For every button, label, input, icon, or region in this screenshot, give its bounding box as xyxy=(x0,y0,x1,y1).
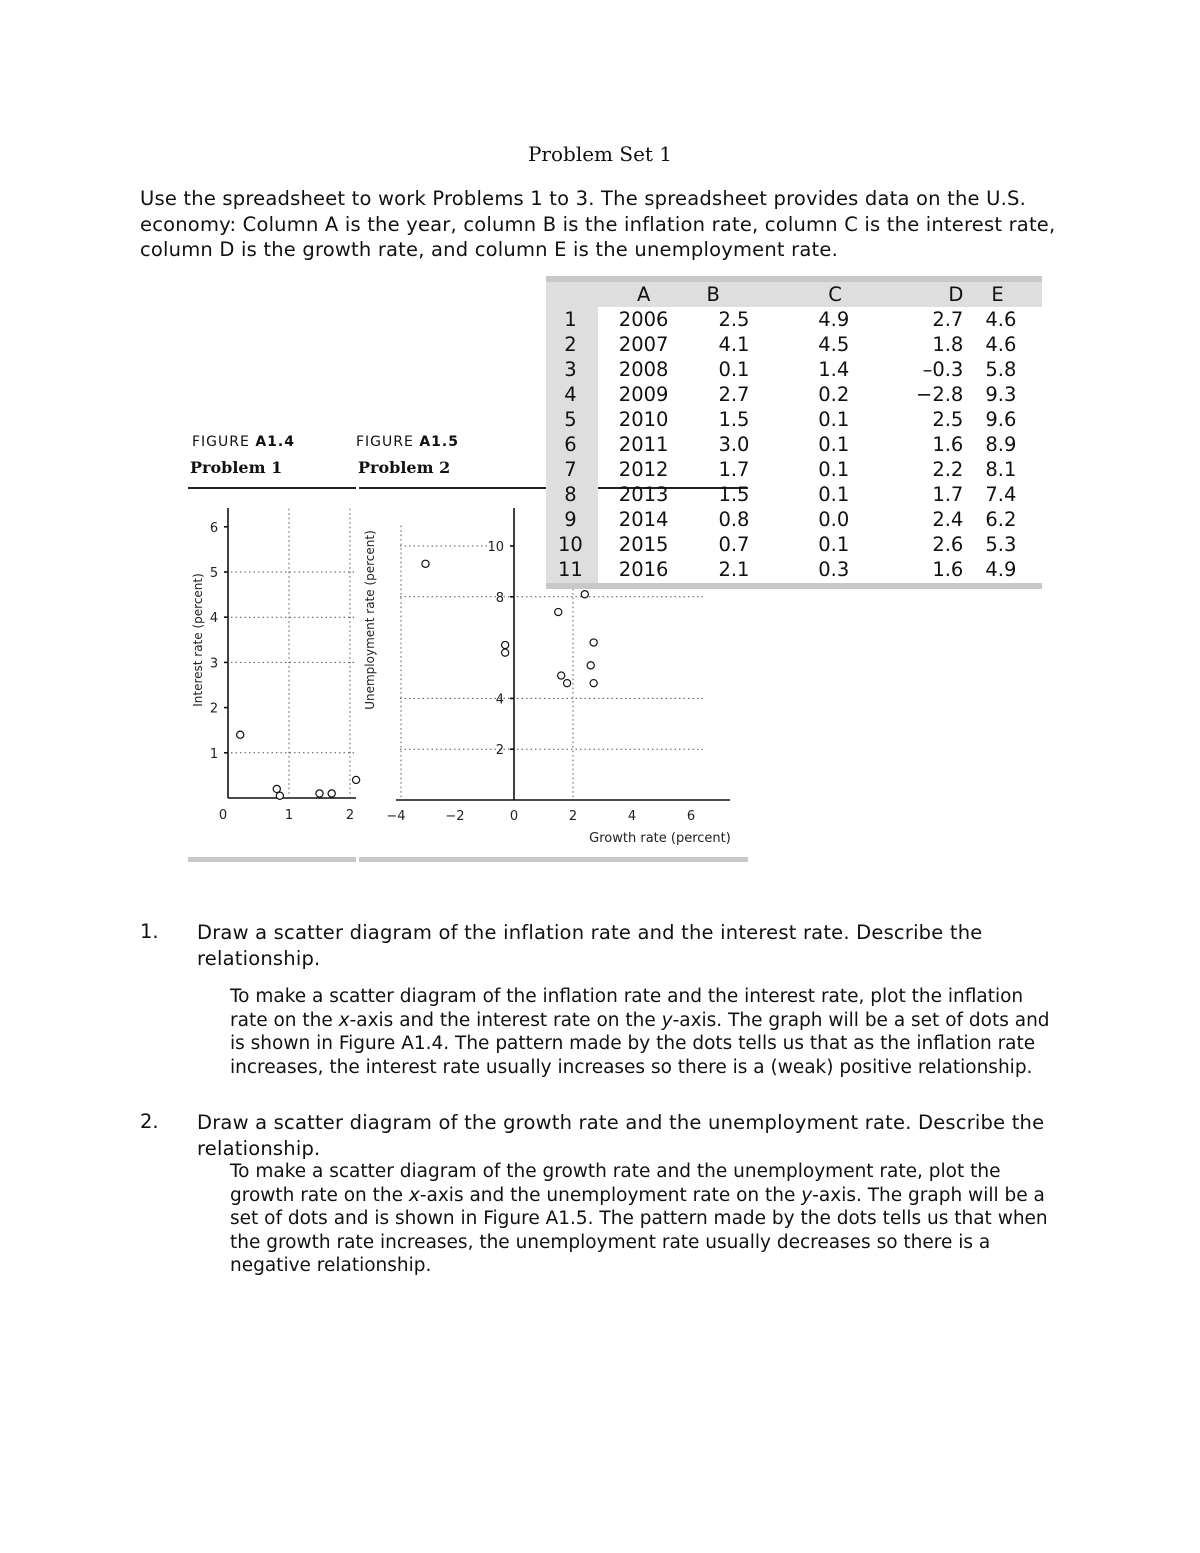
cell-b: 1.5 xyxy=(718,483,750,506)
cell-c: 0.1 xyxy=(818,533,850,556)
row-number-cell: 9 xyxy=(564,508,577,531)
spreadsheet-row xyxy=(546,307,1042,332)
cell-e: 8.9 xyxy=(985,433,1017,456)
column-header-b: B xyxy=(706,283,720,306)
figure-a15-y-tick-label: 8 xyxy=(495,590,504,606)
figure-a14-x-tick-label: 2 xyxy=(345,808,355,823)
cell-a: 2010 xyxy=(618,408,669,431)
cell-e: 8.1 xyxy=(985,458,1017,481)
figure-a14-y-tick-label: 4 xyxy=(209,611,219,627)
problem-1-answer-part2: -axis and the interest rate on the xyxy=(349,1009,662,1031)
cell-c: 0.1 xyxy=(818,483,850,506)
cell-c: 4.9 xyxy=(818,308,850,331)
problem-2-answer xyxy=(230,1160,1060,1278)
cell-d: 2.5 xyxy=(932,408,964,431)
cell-c: 0.2 xyxy=(818,383,850,406)
figure-a15-x-tick-label: 2 xyxy=(568,809,578,824)
figure-a14-data-point xyxy=(237,731,244,738)
figure-a14-y-tick-label: 1 xyxy=(209,746,219,762)
figure-a14-y-tick-label: 5 xyxy=(209,566,219,581)
row-number-cell: 11 xyxy=(557,558,583,581)
spreadsheet xyxy=(546,276,1042,589)
spreadsheet-row xyxy=(546,482,1042,507)
problem-2-answer-part1: To make a scatter diagram of the growth rate and the unemployment rate, plot the growth rate on the xyxy=(230,1161,1001,1206)
column-header-c: C xyxy=(828,283,842,306)
cell-a: 2015 xyxy=(618,533,669,556)
row-number-cell: 4 xyxy=(564,383,577,406)
cell-b: 0.1 xyxy=(718,358,750,381)
cell-b: 2.5 xyxy=(718,308,750,331)
figure-a15-label-prefix: FIGURE xyxy=(356,434,420,450)
cell-a: 2009 xyxy=(618,383,669,406)
spreadsheet-row xyxy=(546,532,1042,557)
row-number-cell: 5 xyxy=(564,408,577,431)
problem-1-number: 1. xyxy=(140,920,159,943)
cell-c: 0.0 xyxy=(818,508,850,531)
figure-a15-y-axis-label: Unemployment rate (percent) xyxy=(363,530,377,710)
cell-d: 1.7 xyxy=(932,483,964,506)
figure-a14-x-tick-label: 0 xyxy=(218,808,228,823)
problem-1-answer-y: y xyxy=(661,1009,673,1031)
cell-a: 2013 xyxy=(618,483,669,506)
cell-a: 2006 xyxy=(618,308,669,331)
problem-1-answer-part3: -axis. The graph will be a set of dots and is shown in Figure A1.4. The pattern made by the dots tells us that as the inflation rate increases, the interest rate usually increases so there is a (weak) positive relationship. xyxy=(230,1009,1050,1078)
problem-2-question: Draw a scatter diagram of the growth rate and the unemployment rate. Describe the relationship. xyxy=(197,1111,1045,1160)
row-number-cell: 6 xyxy=(564,433,577,456)
cell-b: 0.8 xyxy=(718,508,750,531)
cell-e: 9.3 xyxy=(985,383,1017,406)
cell-d: –0.3 xyxy=(922,358,964,381)
spreadsheet-bottom-bar xyxy=(546,583,1042,589)
cell-d: 2.6 xyxy=(932,533,964,556)
figure-a15-x-tick-label: −4 xyxy=(386,809,406,824)
cell-e: 6.2 xyxy=(985,508,1017,531)
cell-a: 2014 xyxy=(618,508,669,531)
cell-d: −2.8 xyxy=(915,383,964,406)
cell-d: 2.7 xyxy=(932,308,964,331)
cell-e: 9.6 xyxy=(985,408,1017,431)
figure-a14-data-point xyxy=(353,776,360,783)
row-number-cell: 8 xyxy=(564,483,577,506)
spreadsheet-header-row xyxy=(546,282,1042,307)
figure-a14-data-point xyxy=(328,790,335,797)
cell-e: 4.6 xyxy=(985,333,1017,356)
figure-a15-data-point xyxy=(564,680,571,687)
cell-e: 4.9 xyxy=(985,558,1017,581)
problem-1-answer-part1: To make a scatter diagram of the inflation rate and the interest rate, plot the inflation rate on the xyxy=(230,986,1024,1031)
figure-a15-problem: Problem 2 xyxy=(358,458,451,477)
cell-e: 7.4 xyxy=(985,483,1017,506)
figure-a14-scatter-chart xyxy=(191,508,360,823)
corner-cell xyxy=(546,282,595,307)
cell-a: 2012 xyxy=(618,458,669,481)
figure-a15-data-point xyxy=(587,662,594,669)
figure-a14-y-axis-label: Interest rate (percent) xyxy=(191,573,205,707)
figure-a14-data-point xyxy=(276,792,283,799)
problem-1-answer xyxy=(230,985,1060,1079)
spreadsheet-row xyxy=(546,557,1042,582)
figure-a15-data-point xyxy=(590,680,597,687)
spreadsheet-row xyxy=(546,432,1042,457)
cell-e: 4.6 xyxy=(985,308,1017,331)
problem-1-question: Draw a scatter diagram of the inflation rate and the interest rate. Describe the relationship. xyxy=(197,921,983,970)
cell-d: 1.6 xyxy=(932,433,964,456)
problem-2-answer-part3: -axis. The graph will be a set of dots and is shown in Figure A1.5. The pattern made by the dots tells us that when the growth rate increases, the unemployment rate usually decreases so there is a negative relationship. xyxy=(230,1184,1048,1276)
problem-2-answer-y: y xyxy=(801,1184,813,1206)
cell-d: 2.4 xyxy=(932,508,964,531)
figure-a15-data-point xyxy=(581,591,588,598)
cell-c: 0.1 xyxy=(818,458,850,481)
cell-d: 2.2 xyxy=(932,458,964,481)
figure-a14-label-prefix: FIGURE xyxy=(192,434,256,450)
figure-a14-x-tick-label: 1 xyxy=(284,808,294,823)
figure-a14-label-number: A1.4 xyxy=(255,434,295,450)
cell-b: 1.5 xyxy=(718,408,750,431)
spreadsheet-row xyxy=(546,382,1042,407)
cell-b: 0.7 xyxy=(718,533,750,556)
cell-b: 1.7 xyxy=(718,458,750,481)
row-number-cell: 2 xyxy=(564,333,577,356)
figure-a15-data-point xyxy=(590,639,597,646)
spreadsheet-row xyxy=(546,457,1042,482)
figure-a14-y-tick-label: 2 xyxy=(209,701,219,717)
figure-a15-y-tick-label: 10 xyxy=(487,540,504,555)
figure-a14-y-tick-label: 3 xyxy=(209,656,219,672)
figure-a15-x-tick-label: 6 xyxy=(686,809,696,824)
problem-2-number: 2. xyxy=(140,1110,159,1133)
figure-a15-data-point xyxy=(502,641,509,648)
figure-a15-x-tick-label: 0 xyxy=(509,809,519,824)
problem-2-answer-x: x xyxy=(408,1184,420,1206)
figure-a15-x-tick-label: 4 xyxy=(627,809,637,824)
cell-b: 4.1 xyxy=(718,333,750,356)
cell-c: 4.5 xyxy=(818,333,850,356)
figure-a14-data-point xyxy=(273,785,280,792)
cell-a: 2007 xyxy=(618,333,669,356)
row-number-cell: 10 xyxy=(557,533,583,556)
figure-a15-data-point xyxy=(502,649,509,656)
cell-c: 0.1 xyxy=(818,408,850,431)
cell-c: 0.3 xyxy=(818,558,850,581)
cell-e: 5.3 xyxy=(985,533,1017,556)
figure-a15-y-tick-label: 2 xyxy=(495,743,504,759)
cell-e: 5.8 xyxy=(985,358,1017,381)
cell-b: 2.7 xyxy=(718,383,750,406)
figure-a15-x-axis-label: Growth rate (percent) xyxy=(589,831,731,846)
cell-a: 2016 xyxy=(618,558,669,581)
cell-a: 2011 xyxy=(618,433,669,456)
figure-a15-x-tick-label: −2 xyxy=(445,809,465,824)
figure-a15-data-point xyxy=(555,608,562,615)
cell-a: 2008 xyxy=(618,358,669,381)
cell-c: 0.1 xyxy=(818,433,850,456)
spreadsheet-row xyxy=(546,407,1042,432)
figure-a15-data-point xyxy=(422,560,429,567)
spreadsheet-row xyxy=(546,357,1042,382)
row-number-cell: 1 xyxy=(564,308,577,331)
figure-a15-data-point xyxy=(558,672,565,679)
column-header-e: E xyxy=(991,283,1004,306)
figure-a15-label-number: A1.5 xyxy=(419,434,459,450)
spreadsheet-table xyxy=(546,282,1042,582)
cell-d: 1.6 xyxy=(932,558,964,581)
row-number-cell: 7 xyxy=(564,458,577,481)
figure-a14-problem: Problem 1 xyxy=(190,458,283,477)
problem-1-answer-x: x xyxy=(338,1009,350,1031)
cell-c: 1.4 xyxy=(818,358,850,381)
figure-a14-y-tick-label: 6 xyxy=(209,520,219,536)
figure-a14-data-point xyxy=(316,790,323,797)
problem-2-answer-part2: -axis and the unemployment rate on the xyxy=(419,1184,802,1206)
column-header-d: D xyxy=(948,283,964,306)
spreadsheet-row xyxy=(546,507,1042,532)
cell-d: 1.8 xyxy=(932,333,964,356)
cell-b: 3.0 xyxy=(718,433,750,456)
column-header-a: A xyxy=(636,283,651,306)
cell-b: 2.1 xyxy=(718,558,750,581)
figure-a15-y-tick-label: 4 xyxy=(495,692,504,708)
page-title: Problem Set 1 xyxy=(527,142,673,166)
intro-paragraph: Use the spreadsheet to work Problems 1 to 3. The spreadsheet provides data on the U.S. economy: Column A is the year, column B is the inflation rate, column C is the interest rate, column D is the growth rate, and column E is the unemployment rate. xyxy=(140,187,1056,261)
row-number-cell: 3 xyxy=(564,358,577,381)
spreadsheet-row xyxy=(546,332,1042,357)
